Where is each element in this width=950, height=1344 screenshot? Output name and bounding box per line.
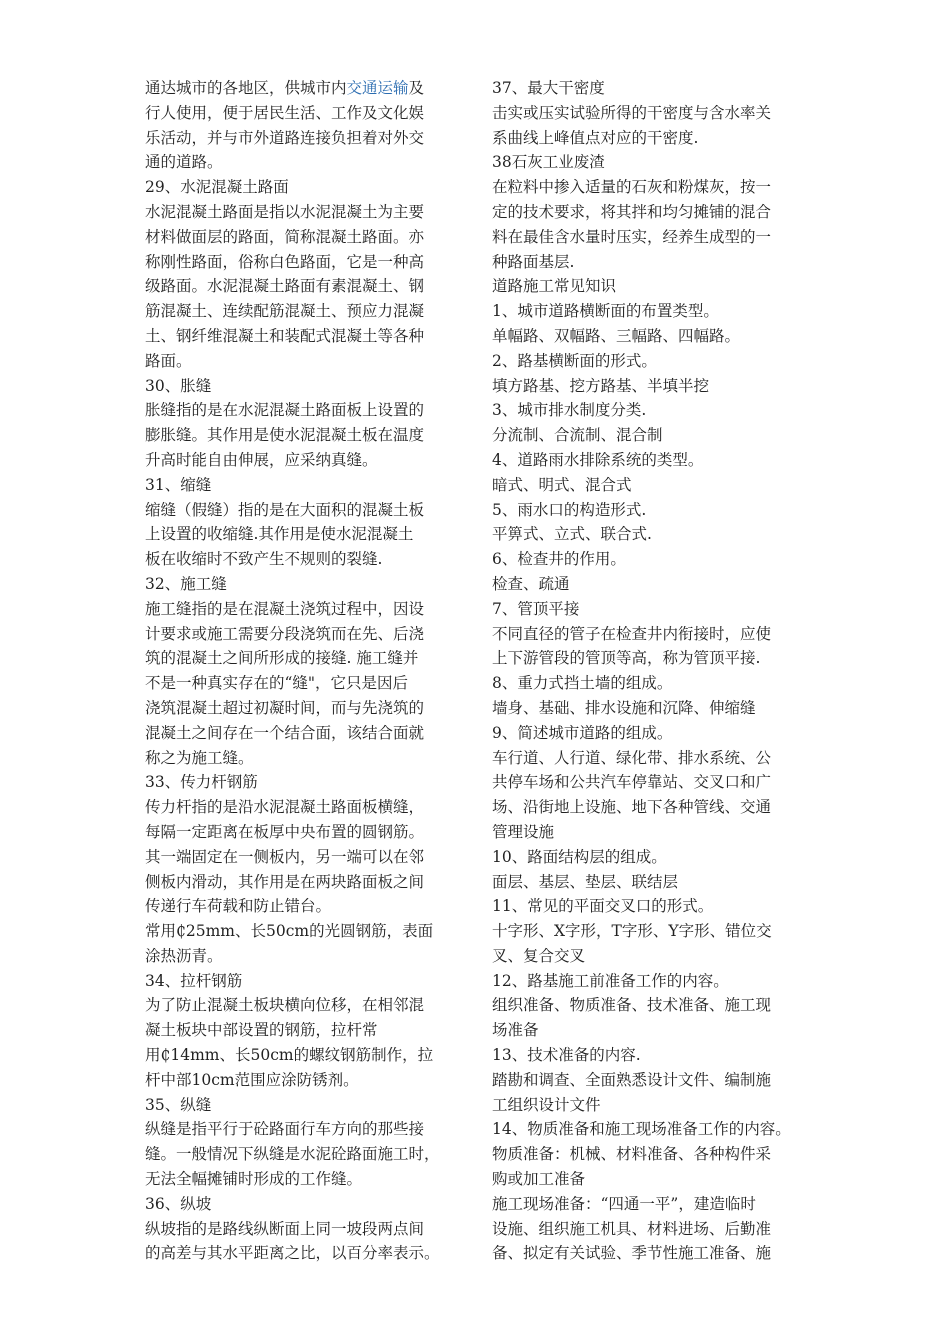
line-text: 十字形、X字形，T字形、Y字形、错位交 bbox=[492, 922, 772, 941]
line-text: 上设置的收缩缝.其作用是使水泥混凝土 bbox=[145, 525, 414, 544]
line-text: 施工缝指的是在混凝土浇筑过程中，因设 bbox=[145, 599, 425, 618]
line-text: 种路面基层. bbox=[492, 252, 575, 271]
line-text: 凝土板块中部设置的钢筋，拉杆常 bbox=[145, 1021, 378, 1040]
text-line bbox=[145, 448, 473, 473]
line-text: 行人使用，便于居民生活、工作及文化娱 bbox=[145, 103, 425, 122]
left-column bbox=[145, 76, 473, 1266]
text-line bbox=[145, 150, 473, 175]
line-text: 不是一种真实存在的“缝"，它只是因后 bbox=[145, 674, 409, 693]
text-line bbox=[145, 498, 473, 523]
text-line bbox=[145, 175, 473, 200]
line-text: 4、道路雨水排除系统的类型。 bbox=[492, 450, 704, 469]
line-text: 杆中部10cm范围应涂防锈剂。 bbox=[145, 1070, 359, 1089]
text-line bbox=[492, 597, 822, 622]
text-line bbox=[492, 498, 822, 523]
text-line bbox=[492, 671, 822, 696]
text-line bbox=[145, 969, 473, 994]
line-text: 37、最大干密度 bbox=[492, 79, 605, 97]
text-line bbox=[145, 919, 473, 944]
line-text: 1、城市道路横断面的布置类型。 bbox=[492, 302, 719, 321]
line-text: 叉、复合交叉 bbox=[492, 946, 586, 965]
text-line bbox=[492, 299, 822, 324]
line-text: 11、常见的平面交叉口的形式。 bbox=[492, 897, 714, 916]
text-line bbox=[145, 324, 473, 349]
line-text: 设施、组织施工机具、材料进场、后勤准 bbox=[492, 1219, 772, 1238]
line-text: 定的技术要求，将其拌和均匀摊铺的混合 bbox=[492, 202, 772, 221]
line-text: 其一端固定在一侧板内，另一端可以在邻 bbox=[145, 847, 425, 866]
line-text: 分流制、合流制、混合制 bbox=[492, 426, 663, 445]
text-line bbox=[492, 1192, 822, 1217]
text-line bbox=[492, 398, 822, 423]
text-line bbox=[492, 76, 822, 101]
line-text: 纵坡指的是路线纵断面上同一坡段两点间 bbox=[145, 1219, 425, 1238]
text-line bbox=[145, 795, 473, 820]
text-line bbox=[492, 1241, 822, 1266]
line-text: 纵缝是指平行于砼路面行车方向的那些接 bbox=[145, 1120, 425, 1139]
inline-link[interactable]: 交通运输 bbox=[346, 79, 409, 97]
line-text: 膨胀缝。其作用是使水泥混凝土板在温度 bbox=[145, 426, 425, 445]
line-text: 通达城市的各地区，供城市内 bbox=[145, 79, 347, 97]
text-line bbox=[145, 1142, 473, 1167]
text-line bbox=[492, 696, 822, 721]
line-text: 5、雨水口的构造形式. bbox=[492, 500, 647, 519]
text-line bbox=[145, 944, 473, 969]
line-text: 混凝土之间存在一个结合面，该结合面就 bbox=[145, 723, 425, 742]
line-text: 单幅路、双幅路、三幅路、四幅路。 bbox=[492, 326, 741, 345]
text-line bbox=[492, 870, 822, 895]
text-line bbox=[145, 597, 473, 622]
text-line bbox=[145, 746, 473, 771]
text-line bbox=[492, 423, 822, 448]
text-line bbox=[492, 547, 822, 572]
text-line bbox=[145, 374, 473, 399]
line-text: 36、纵坡 bbox=[145, 1194, 212, 1213]
line-text: 8、重力式挡土墙的组成。 bbox=[492, 674, 673, 693]
text-line bbox=[492, 1167, 822, 1192]
line-text: 35、纵缝 bbox=[145, 1095, 212, 1114]
text-line bbox=[492, 944, 822, 969]
text-line bbox=[492, 274, 822, 299]
text-line bbox=[492, 646, 822, 671]
line-text: 管理设施 bbox=[492, 822, 555, 841]
text-line bbox=[145, 1241, 473, 1266]
line-text: 级路面。水泥混凝土路面有素混凝土、钢 bbox=[145, 277, 425, 296]
text-line bbox=[145, 622, 473, 647]
line-text: 墙身、基础、排水设施和沉降、伸缩缝 bbox=[492, 698, 756, 717]
text-line bbox=[145, 845, 473, 870]
line-text: 场准备 bbox=[492, 1021, 539, 1040]
text-line bbox=[492, 150, 822, 175]
text-line bbox=[492, 993, 822, 1018]
line-text: 升高时能自由伸展，应采纳真缝。 bbox=[145, 450, 378, 469]
text-line bbox=[145, 1192, 473, 1217]
text-line bbox=[492, 820, 822, 845]
line-text: 购或加工准备 bbox=[492, 1170, 586, 1189]
text-line bbox=[145, 225, 473, 250]
line-text: 缝。一般情况下纵缝是水泥砼路面施工时， bbox=[145, 1145, 440, 1164]
text-line bbox=[492, 101, 822, 126]
text-line bbox=[145, 423, 473, 448]
text-line bbox=[145, 696, 473, 721]
text-line bbox=[492, 622, 822, 647]
line-text: 不同直径的管子在检查井内衔接时，应使 bbox=[492, 624, 772, 643]
line-text: 缩缝（假缝）指的是在大面积的混凝土板 bbox=[145, 500, 425, 519]
line-text-rest: 及 bbox=[408, 79, 425, 97]
text-line bbox=[492, 1093, 822, 1118]
line-text: 击实或压实试验所得的干密度与含水率关 bbox=[492, 103, 772, 122]
line-text: 浇筑混凝土超过初凝时间，而与先浇筑的 bbox=[145, 698, 425, 717]
line-text: 38石灰工业废渣 bbox=[492, 153, 605, 172]
line-text: 材料做面层的路面，简称混凝土路面。亦 bbox=[145, 227, 425, 246]
text-line bbox=[145, 894, 473, 919]
line-text: 3、城市排水制度分类. bbox=[492, 401, 647, 420]
line-text: 无法全幅摊铺时形成的工作缝。 bbox=[145, 1170, 363, 1189]
text-line bbox=[145, 870, 473, 895]
text-line bbox=[492, 1018, 822, 1043]
line-text: 土、钢纤维混凝土和装配式混凝土等各种 bbox=[145, 326, 425, 345]
line-text: 2、路基横断面的形式。 bbox=[492, 351, 657, 370]
line-text: 上下游管段的管顶等高，称为管顶平接. bbox=[492, 649, 761, 668]
line-text: 暗式、明式、混合式 bbox=[492, 475, 632, 494]
text-line bbox=[145, 547, 473, 572]
text-line bbox=[145, 1068, 473, 1093]
line-text: 料在最佳含水量时压实，经养生成型的一 bbox=[492, 227, 772, 246]
line-text: 踏勘和调查、全面熟悉设计文件、编制施 bbox=[492, 1070, 772, 1089]
text-line bbox=[145, 671, 473, 696]
line-text: 侧板内滑动，其作用是在两块路面板之间 bbox=[145, 872, 425, 891]
text-line bbox=[145, 1018, 473, 1043]
text-line bbox=[492, 374, 822, 399]
text-line bbox=[145, 349, 473, 374]
line-text: 备、拟定有关试验、季节性施工准备、施 bbox=[492, 1244, 772, 1263]
line-text: 车行道、人行道、绿化带、排水系统、公 bbox=[492, 748, 772, 767]
line-text: 涂热沥青。 bbox=[145, 946, 223, 965]
text-line bbox=[492, 200, 822, 225]
line-text: 9、简述城市道路的组成。 bbox=[492, 723, 673, 742]
line-text: 筋混凝土、连续配筋混凝土、预应力混凝 bbox=[145, 302, 425, 321]
line-text: 30、胀缝 bbox=[145, 376, 212, 395]
line-text: 板在收缩时不致产生不规则的裂缝. bbox=[145, 550, 383, 569]
line-text: 为了防止混凝土板块横向位移，在相邻混 bbox=[145, 996, 425, 1015]
text-line bbox=[145, 820, 473, 845]
text-line bbox=[145, 1043, 473, 1068]
text-line bbox=[492, 746, 822, 771]
text-line bbox=[492, 1068, 822, 1093]
text-line bbox=[492, 349, 822, 374]
line-text: 系曲线上峰值点对应的干密度. bbox=[492, 128, 699, 147]
line-text: 13、技术准备的内容. bbox=[492, 1046, 641, 1065]
text-line bbox=[145, 646, 473, 671]
text-line bbox=[492, 919, 822, 944]
line-text: 组织准备、物质准备、技术准备、施工现 bbox=[492, 996, 772, 1015]
text-line bbox=[145, 1217, 473, 1242]
text-line bbox=[145, 572, 473, 597]
text-line bbox=[492, 522, 822, 547]
right-column bbox=[492, 76, 822, 1266]
text-line bbox=[145, 126, 473, 151]
line-text: 检查、疏通 bbox=[492, 574, 570, 593]
text-line bbox=[145, 200, 473, 225]
line-text: 29、水泥混凝土路面 bbox=[145, 178, 289, 197]
text-line bbox=[492, 894, 822, 919]
line-text: 工组织设计文件 bbox=[492, 1095, 601, 1114]
text-line bbox=[492, 770, 822, 795]
line-text: 乐活动，并与市外道路连接负担着对外交 bbox=[145, 128, 425, 147]
line-text: 面层、基层、垫层、联结层 bbox=[492, 872, 679, 891]
line-text: 施工现场准备：“四通一平”，建造临时 bbox=[492, 1194, 756, 1213]
text-line bbox=[145, 101, 473, 126]
text-line bbox=[492, 448, 822, 473]
line-text: 用₵14mm、长50cm的螺纹钢筋制作，拉 bbox=[145, 1046, 434, 1065]
line-text: 共停车场和公共汽车停靠站、交叉口和广 bbox=[492, 773, 772, 792]
line-text: 道路施工常见知识 bbox=[492, 277, 617, 296]
line-text: 12、路基施工前准备工作的内容。 bbox=[492, 971, 729, 990]
line-text: 14、物质准备和施工现场准备工作的内容。 bbox=[492, 1120, 791, 1139]
line-text: 通的道路。 bbox=[145, 153, 223, 172]
text-line bbox=[492, 1142, 822, 1167]
line-text: 填方路基、挖方路基、半填半挖 bbox=[492, 376, 710, 395]
line-text: 传力杆指的是沿水泥混凝土路面板横缝， bbox=[145, 798, 425, 817]
line-text: 7、管顶平接 bbox=[492, 599, 580, 618]
line-text: 路面。 bbox=[145, 351, 192, 370]
text-line bbox=[492, 175, 822, 200]
text-line bbox=[145, 473, 473, 498]
text-line bbox=[492, 969, 822, 994]
text-line bbox=[145, 721, 473, 746]
text-line bbox=[492, 1117, 822, 1142]
line-text: 6、检查井的作用。 bbox=[492, 550, 626, 569]
line-text: 在粒料中掺入适量的石灰和粉煤灰，按一 bbox=[492, 178, 772, 197]
line-text: 物质准备：机械、材料准备、各种构件采 bbox=[492, 1145, 772, 1164]
text-line bbox=[145, 1093, 473, 1118]
text-line bbox=[492, 1043, 822, 1068]
text-line bbox=[492, 1217, 822, 1242]
text-line bbox=[145, 76, 473, 101]
text-line bbox=[145, 1167, 473, 1192]
text-line bbox=[492, 225, 822, 250]
line-text: 34、拉杆钢筋 bbox=[145, 971, 243, 990]
text-line bbox=[145, 1117, 473, 1142]
text-line bbox=[492, 473, 822, 498]
text-line bbox=[145, 770, 473, 795]
line-text: 计要求或施工需要分段浇筑而在先、后浇 bbox=[145, 624, 425, 643]
line-text: 水泥混凝土路面是指以水泥混凝土为主要 bbox=[145, 202, 425, 221]
text-line bbox=[492, 845, 822, 870]
text-line bbox=[145, 250, 473, 275]
line-text: 胀缝指的是在水泥混凝土路面板上设置的 bbox=[145, 401, 425, 420]
text-line bbox=[492, 795, 822, 820]
line-text: 称刚性路面，俗称白色路面，它是一种高 bbox=[145, 252, 425, 271]
line-text: 传递行车荷载和防止错台。 bbox=[145, 897, 332, 916]
line-text: 称之为施工缝。 bbox=[145, 748, 254, 767]
text-line bbox=[145, 299, 473, 324]
line-text: 每隔一定距离在板厚中央布置的圆钢筋。 bbox=[145, 822, 425, 841]
text-line bbox=[145, 274, 473, 299]
text-line bbox=[145, 993, 473, 1018]
line-text: 32、施工缝 bbox=[145, 574, 227, 593]
text-line bbox=[492, 572, 822, 597]
line-text: 平箅式、立式、联合式. bbox=[492, 525, 652, 544]
text-line bbox=[492, 126, 822, 151]
text-line bbox=[145, 522, 473, 547]
line-text: 的高差与其水平距离之比，以百分率表示。 bbox=[145, 1244, 440, 1263]
text-line bbox=[492, 250, 822, 275]
line-text: 33、传力杆钢筋 bbox=[145, 773, 258, 792]
text-line bbox=[492, 721, 822, 746]
line-text: 31、缩缝 bbox=[145, 475, 212, 494]
text-line bbox=[492, 324, 822, 349]
text-line bbox=[145, 398, 473, 423]
line-text: 场、沿街地上设施、地下各种管线、交通 bbox=[492, 798, 772, 817]
line-text: 10、路面结构层的组成。 bbox=[492, 847, 667, 866]
line-text: 筑的混凝土之间所形成的接缝. 施工缝并 bbox=[145, 649, 419, 668]
line-text: 常用₵25mm、长50cm的光圆钢筋，表面 bbox=[145, 922, 434, 941]
